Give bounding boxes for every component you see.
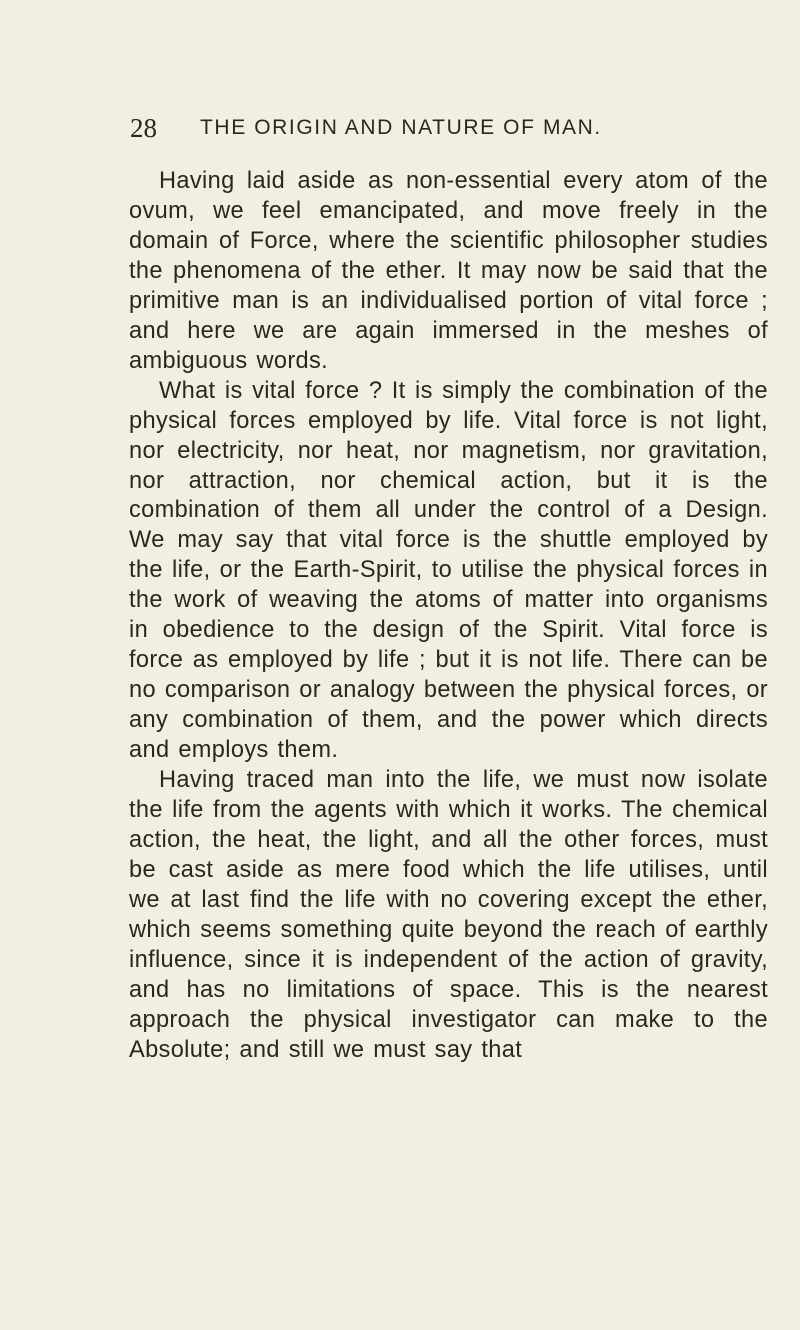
body-text bbox=[129, 167, 768, 1066]
running-title: THE ORIGIN AND NATURE OF MAN. bbox=[200, 116, 602, 139]
running-head bbox=[130, 110, 650, 146]
page-number: 28 bbox=[130, 113, 157, 143]
paragraph: Having laid aside as non-essential every atom of the ovum, we feel emancipated, and move freely in the domain of Force, where the scientific philosopher studies the phenomena of the ether. It may now be said that the primitive man is an individualised portion of vital force ; and here we are again immersed in the meshes of ambiguous words. bbox=[129, 168, 768, 374]
paragraph: Having traced man into the life, we must now isolate the life from the agents with which it works. The chemical action, the heat, the light, and all the other forces, must be cast aside as mere food which the life utilises, until we at last find the life with no covering except the ether, which seems something quite beyond the reach of earthly influence, since it is independent of the action of gravity, and has no limitations of space. This is the nearest approach the physical investigator can make to the Absolute; and still we must say that bbox=[129, 767, 768, 1063]
paragraph: What is vital force ? It is simply the combination of the physical forces employed by life. Vital force is not light, nor electricity, nor heat, nor magnetism, nor gravitation, nor attraction, nor chemical action, but it is the combination of them all under the control of a Design. We may say that vital force is the shuttle employed by the life, or the Earth-Spirit, to utilise the physical forces in the work of weaving the atoms of matter into organisms in obedience to the design of the Spirit. Vital force is force as employed by life ; but it is not life. There can be no comparison or analogy between the physical forces, or any combination of them, and the power which directs and employs them. bbox=[129, 377, 768, 764]
